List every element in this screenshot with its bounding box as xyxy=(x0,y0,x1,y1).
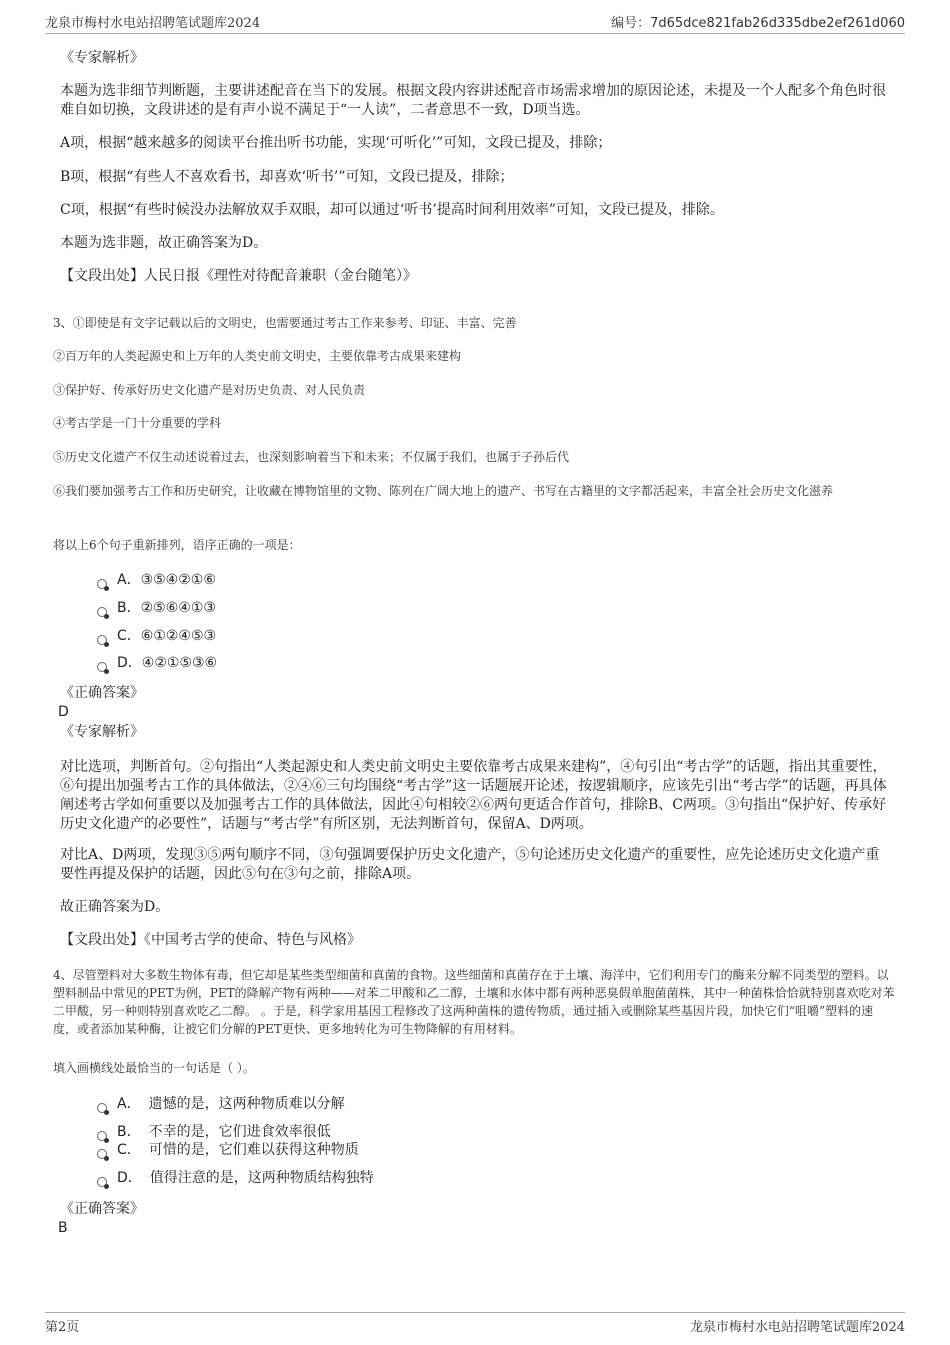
q3-sentence-5: ⑤历史文化遗产不仅生动述说着过去，也深刻影响着当下和未来；不仅属于我们，也属于子孙后代 xyxy=(53,450,570,464)
q3-answer-label: 《正确答案》 xyxy=(60,685,144,701)
q3-sentence-2: ②百万年的人类起源史和上万年的人类史前文明史，主要依靠考古成果来建构 xyxy=(53,349,462,363)
radio-icon[interactable] xyxy=(97,579,107,589)
q2-analysis-label: 《专家解析》 xyxy=(60,50,144,66)
radio-icon[interactable] xyxy=(97,1131,107,1141)
page-header xyxy=(45,12,905,34)
q4-answer: B xyxy=(58,1220,68,1236)
q3-option-a[interactable]: A． ③⑤④②①⑥ xyxy=(97,571,216,590)
radio-icon[interactable] xyxy=(97,635,107,645)
q4-prompt: 填入画横线处最恰当的一句话是（ ）。 xyxy=(53,1061,255,1075)
radio-icon[interactable] xyxy=(97,1103,107,1113)
radio-icon[interactable] xyxy=(97,1149,107,1159)
header-title: 龙泉市梅村水电站招聘笔试题库2024 xyxy=(45,15,261,31)
q2-source: 【文段出处】人民日报《理性对待配音兼职（金台随笔）》 xyxy=(60,268,417,284)
q3-prompt: 将以上6个句子重新排列，语序正确的一项是： xyxy=(53,538,301,552)
q2-conclusion: 本题为选非题，故正确答案为D。 xyxy=(60,235,268,251)
header-doc-id: 编号：7d65dce821fab26d335dbe2ef261d060 xyxy=(611,15,905,31)
page-footer xyxy=(45,1312,905,1334)
q3-sentence-3: ③保护好、传承好历史文化遗产是对历史负责、对人民负责 xyxy=(53,383,366,397)
footer-title: 龙泉市梅村水电站招聘笔试题库2024 xyxy=(689,1320,905,1335)
q3-analysis-para-1: 对比选项，判断首句。②句指出“人类起源史和人类史前文明史主要依靠考古成果来建构”，④句引出“考古学”的话题，指出其重要性，⑥句提出加强考古工作的具体做法，②④⑥三句均围绕“考古学”这一话题展开论述，按逻辑顺序，应该先引出“考古学”的话题，再具体阐述考古学如何重要以及加强考古工作的具体做法，因此④句相较②⑥两句更适合作首句，排除B、C两项。③句指出“保护好、传承好历史文化遗产的必要性”，话题与“考古学”有所区别，无法判断首句，保留A、D两项。 xyxy=(60,759,887,832)
footer-page-number: 第2页 xyxy=(45,1320,80,1335)
q4-answer-label: 《正确答案》 xyxy=(60,1201,144,1217)
q3-analysis-label: 《专家解析》 xyxy=(60,724,144,740)
q3-answer: D xyxy=(58,704,69,720)
q3-source: 【文段出处】《中国考古学的使命、特色与风格》 xyxy=(60,932,361,948)
q3-option-b[interactable]: B． ②⑤⑥④①③ xyxy=(97,599,216,618)
q3-analysis-para-2: 对比A、D两项，发现③⑤两句顺序不同，③句强调要保护历史文化遗产，⑤句论述历史文化遗产的重要性，应先论述历史文化遗产重要性再提及保护的话题，因此⑤句在③句之前，排除A项。 xyxy=(60,847,880,882)
q4-option-d[interactable]: D． 值得注意的是，这两种物质结构独特 xyxy=(97,1169,374,1188)
q4-stem: 4、尽管塑料对大多数生物体有毒，但它却是某些类型细菌和真菌的食物。这些细菌和真菌存在于土壤、海洋中，它们利用专门的酶来分解不同类型的塑料。以塑料制品中常见的PET为例，PET的降解产物有两种——对苯二甲酸和乙二醇，土壤和水体中都有两种恶臭假单胞菌菌株，其中一种菌株恰恰就特别喜欢吃对苯二甲酸，另一种则特别喜欢吃乙二醇。 。于是，科学家用基因工程修改了这两种菌株的遗传物质，通过插入或删除某些基因片段，加快它们“咀嚼”塑料的速度，或者添加某种酶，让被它们分解的PET更快、更多地转化为可生物降解的有用材料。 xyxy=(53,968,895,1036)
q3-sentence-4: ④考古学是一门十分重要的学科 xyxy=(53,416,222,430)
q2-analysis-para: 本题为选非细节判断题，主要讲述配音在当下的发展。根据文段内容讲述配音市场需求增加的原因论述，未提及一个人配多个角色时很难自如切换，文段讲述的是有声小说不满足于“一人读”，二者意思不一致，D项当选。 xyxy=(60,83,886,118)
q2-analysis-option-a: A项，根据“越来越多的阅读平台推出听书功能，实现‘可听化’”可知，文段已提及，排除； xyxy=(60,135,612,151)
radio-icon[interactable] xyxy=(97,1177,107,1187)
q2-analysis-option-b: B项，根据“有些人不喜欢看书，却喜欢‘听书’”可知，文段已提及，排除； xyxy=(60,169,514,185)
q3-sentence-6: ⑥我们要加强考古工作和历史研究，让收藏在博物馆里的文物、陈列在广阔大地上的遗产、书写在古籍里的文字都活起来，丰富全社会历史文化滋养 xyxy=(53,484,834,498)
q3-option-d[interactable]: D． ④②①⑤③⑥ xyxy=(97,654,217,673)
q3-conclusion: 故正确答案为D。 xyxy=(60,899,170,915)
radio-icon[interactable] xyxy=(97,607,107,617)
q3-option-c[interactable]: C． ⑥①②④⑤③ xyxy=(97,627,216,646)
q4-option-b[interactable]: B． 不幸的是，它们进食效率很低 xyxy=(97,1123,331,1142)
radio-icon[interactable] xyxy=(97,662,107,672)
q2-analysis-option-c: C项，根据“有些时候没办法解放双手双眼，却可以通过‘听书’提高时间利用效率”可知，文段已提及，排除。 xyxy=(60,202,724,218)
q3-sentence-1: 3、①即使是有文字记载以后的文明史，也需要通过考古工作来参考、印证、丰富、完善 xyxy=(53,316,517,330)
q4-option-c[interactable]: C． 可惜的是，它们难以获得这种物质 xyxy=(97,1141,359,1160)
q4-option-a[interactable]: A． 遗憾的是，这两种物质难以分解 xyxy=(97,1095,345,1114)
